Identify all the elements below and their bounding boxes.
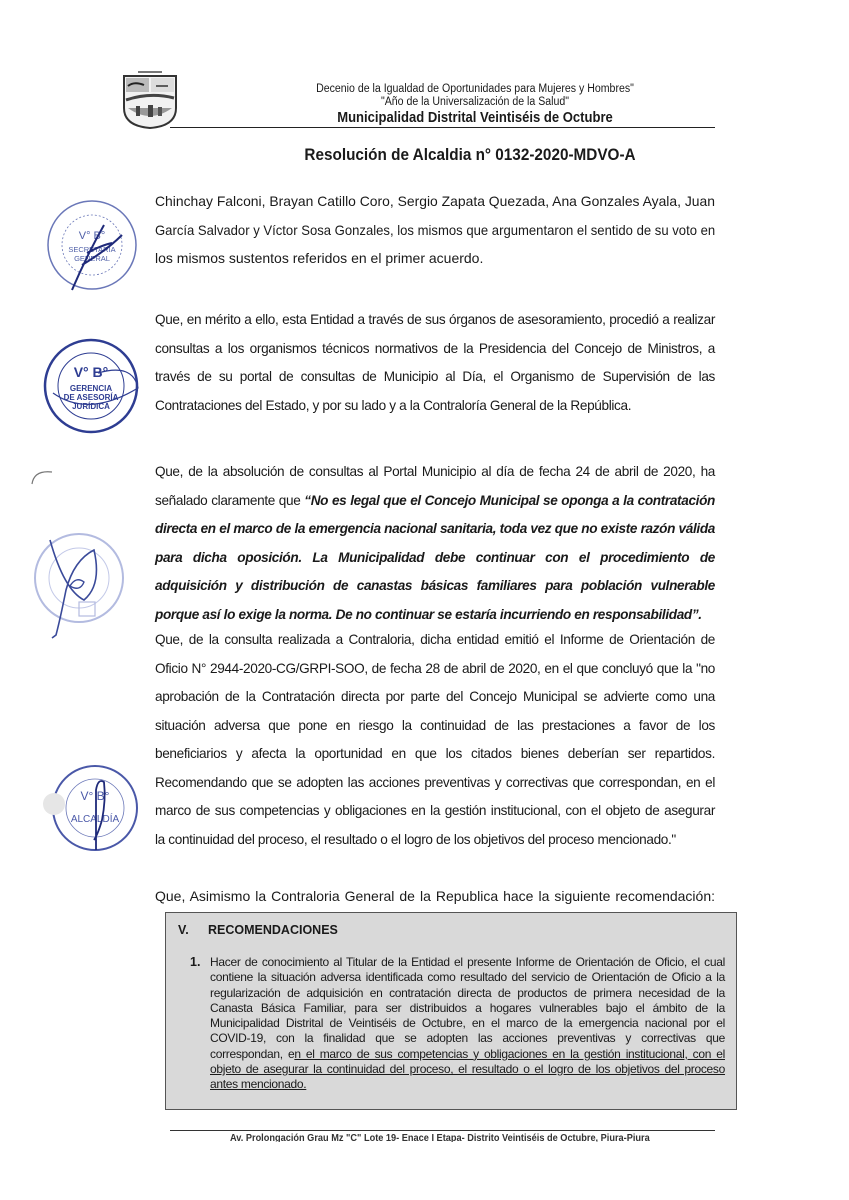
text-line: consultas a los organismos técnicos normativos de la Presidencia del Concejo de Ministros, a <box>155 340 715 356</box>
margin-mark <box>30 468 54 486</box>
footer-divider <box>170 1130 715 1131</box>
text-line: Que, de la consulta realizada a Contraloria, dicha entidad emitió el Informe de Orientación de <box>155 632 715 647</box>
text-line: Recomendando que se adopten las acciones preventivas y correctivas que correspondan, en el <box>155 774 715 790</box>
text-line: beneficiarios y afecta la oportunidad en que los citados bienes deberían ser repartidos. <box>155 746 715 761</box>
header-divider <box>170 127 715 128</box>
text-plain: correspondan, e <box>210 1046 295 1061</box>
stamp-alcaldia <box>40 760 140 860</box>
text-line <box>155 487 715 516</box>
underlined-text: n el marco de sus competencias y obligaciones en la gestión institucional, con el <box>294 1046 725 1061</box>
quoted-text-line: porque así lo exige la norma. De no continuar se estaría incurriendo en responsabilidad”. <box>155 606 702 622</box>
text-line: Que, de la absolución de consultas al Portal Municipio al día de fecha 24 de abril de 2020, ha <box>155 464 715 479</box>
year-slogan: "Año de la Universalización de la Salud" <box>380 96 570 108</box>
paragraph-3 <box>155 458 715 629</box>
resolution-title: Resolución de Alcaldia n° 0132-2020-MDVO-A <box>304 145 636 164</box>
text-line: regularización de adquisición en contratación directa de productos de primera necesidad de la <box>210 985 725 1000</box>
footer-address: Av. Prolongación Grau Mz "C" Lote 19- Enace I Etapa- Distrito Veintiséis de Octubre, Piura-Piura <box>230 1133 650 1142</box>
svg-text:JURÍDICA: JURÍDICA <box>72 402 110 411</box>
quoted-text-line: directa en el marco de la emergencia nacional sanitaria, toda vez que no existe razón válida <box>155 521 715 536</box>
item-number: 1. <box>190 955 201 969</box>
svg-text:V° B°: V° B° <box>78 230 106 242</box>
text-line: Municipalidad Distrital de Veintiséis de Octubre, en el marco de la emergencia nacional por el <box>210 1016 725 1031</box>
paragraph-2 <box>155 306 715 420</box>
svg-text:V° B°: V° B° <box>73 364 109 380</box>
text-line: situación adversa que pone en riesgo la continuidad de las prestaciones a favor de los <box>155 717 715 733</box>
text-line: Que, Asimismo la Contraloria General de la Republica hace la siguiente recomendación: <box>155 888 715 904</box>
stamp-asesoria-juridica <box>38 333 144 439</box>
stamp-gerencia-faded <box>24 530 134 640</box>
section-number: V. <box>178 923 189 937</box>
text-line: COVID-19, con la finalidad que se adopten las acciones preventivas y correctivas que <box>210 1031 725 1046</box>
text-plain: señalado claramente que <box>155 492 305 508</box>
paragraph-4 <box>155 626 715 854</box>
text-line: marco de sus competencias y obligaciones en la gestión institucional, con el objeto de asegurar <box>155 803 715 818</box>
text-line: Chinchay Falconi, Brayan Catillo Coro, Sergio Zapata Quezada, Ana Gonzales Ayala, Juan <box>155 193 715 209</box>
text-line: Canasta Básica Familiar, para ser distribuidos a hogares vulnerables bajo el ámbito de la <box>210 1000 725 1015</box>
document-header <box>250 82 700 127</box>
item-text <box>210 955 725 1093</box>
recommendations-heading <box>178 923 338 937</box>
svg-text:SECRETARIA: SECRETARIA <box>68 245 116 254</box>
text-line: Oficio N° 2944-2020-CG/GRPI-SOO, de fecha 28 de abril de 2020, en el que concluyó que la "no <box>155 660 715 676</box>
municipal-crest-logo <box>120 68 180 128</box>
quoted-text-line: para dicha oposición. La Municipalidad debe continuar con el procedimiento de <box>155 549 715 565</box>
decade-slogan: Decenio de la Igualdad de Oportunidades para Mujeres y Hombres" <box>316 83 634 95</box>
organization-name: Municipalidad Distrital Veintiséis de Octubre <box>337 110 613 126</box>
section-title: RECOMENDACIONES <box>208 923 338 937</box>
paragraph-5 <box>155 882 715 911</box>
svg-text:GENERAL: GENERAL <box>74 254 110 263</box>
text-line: la continuidad del proceso, el resultado o el logro de los objetivos del proceso mencionado." <box>155 831 676 847</box>
text-line: García Salvador y Víctor Sosa Gonzales, los mismos que argumentaron el sentido de su voto en <box>155 221 716 238</box>
text-line <box>210 1047 725 1062</box>
underlined-text-line: objeto de asegurar la continuidad del proceso, el resultado o el logro de los objetivos del proceso <box>210 1062 725 1077</box>
underlined-text-line: antes mencionado. <box>210 1077 307 1092</box>
text-line: Contrataciones del Estado, y por su lado y a la Contraloría General de la República. <box>155 397 632 413</box>
recommendations-box <box>165 912 737 1110</box>
quoted-text-line: adquisición y distribución de canastas básicas familiares para población vulnerable <box>155 578 715 593</box>
paragraph-1 <box>155 187 715 273</box>
svg-text:ALCALDÍA: ALCALDÍA <box>70 814 120 825</box>
quoted-text: “No es legal que el Concejo Municipal se oponga a la contratación <box>304 492 715 508</box>
text-line: Que, en mérito a ello, esta Entidad a través de sus órganos de asesoramiento, procedió a realizar <box>155 312 715 327</box>
text-line: través de su portal de consultas de Municipio al Día, el Organismo de Supervisión de las <box>155 369 715 384</box>
text-line: los mismos sustentos referidos en el primer acuerdo. <box>155 250 484 266</box>
svg-text:V° B°: V° B° <box>80 789 110 803</box>
svg-text:GERENCIA: GERENCIA <box>69 384 113 393</box>
text-line: aprobación de la Contratación directa por parte del Concejo Municipal se advierte como una <box>155 689 715 704</box>
stamp-secretaria-general <box>42 195 142 295</box>
text-line: Hacer de conocimiento al Titular de la Entidad el presente Informe de Orientación de Oficio, el cual <box>210 955 725 969</box>
svg-text:DE ASESORÍA: DE ASESORÍA <box>63 393 119 402</box>
text-line: contiene la situación adversa identificada como resultado del servicio de Orientación de Oficio a la <box>210 970 725 985</box>
